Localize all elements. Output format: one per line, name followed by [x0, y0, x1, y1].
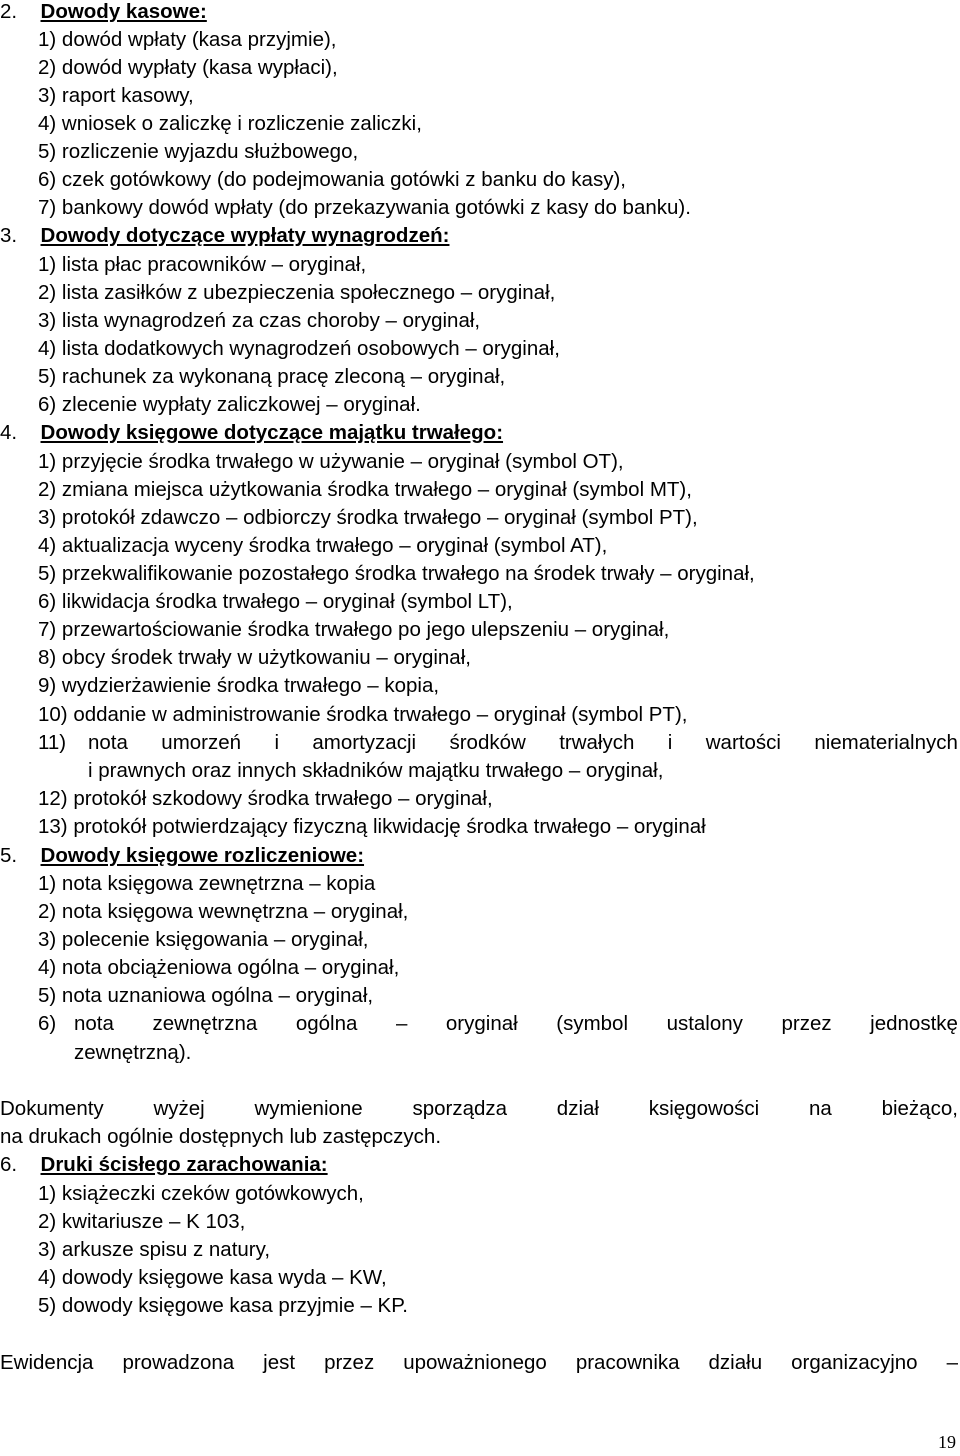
- list-item: 2) nota księgowa wewnętrzna – oryginał,: [38, 900, 409, 923]
- note-paragraph-line: [0, 1097, 958, 1121]
- list-item: 3) protokół zdawczo – odbiorczy środka trwałego – oryginał (symbol PT),: [38, 506, 698, 529]
- word: bieżąco,: [881, 1097, 958, 1120]
- word: i: [274, 731, 280, 754]
- list-item: 12) protokół szkodowy środka trwałego – oryginał,: [38, 787, 493, 810]
- word: dział: [556, 1097, 599, 1120]
- section-number: 6.: [0, 1153, 18, 1176]
- word: umorzeń: [161, 731, 242, 754]
- list-item-number: 11): [38, 731, 67, 754]
- section-title: Dowody księgowe dotyczące majątku trwałego:: [40, 421, 504, 444]
- list-item: 5) rachunek za wykonaną pracę zleconą – oryginał,: [38, 365, 506, 388]
- word: księgowości: [648, 1097, 760, 1120]
- word: organizacyjno: [791, 1351, 918, 1374]
- list-item: 9) wydzierżawienie środka trwałego – kopia,: [38, 674, 440, 697]
- list-item: 5) rozliczenie wyjazdu służbowego,: [38, 140, 359, 163]
- list-item: 13) protokół potwierdzający fizyczną likwidację środka trwałego – oryginał: [38, 815, 706, 838]
- word: wyżej: [153, 1097, 205, 1120]
- list-item: 4) dowody księgowe kasa wyda – KW,: [38, 1266, 387, 1289]
- section-title: Dowody kasowe:: [40, 0, 207, 23]
- word: wartości: [705, 731, 781, 754]
- list-item: 3) arkusze spisu z natury,: [38, 1238, 271, 1261]
- word: trwałych: [559, 731, 635, 754]
- list-item: 6) likwidacja środka trwałego – oryginał (symbol LT),: [38, 590, 513, 613]
- word: wymienione: [254, 1097, 363, 1120]
- word: przez: [324, 1351, 375, 1374]
- word: upoważnionego: [403, 1351, 547, 1374]
- word: –: [395, 1012, 408, 1035]
- word: pracownika: [575, 1351, 680, 1374]
- word: sporządza: [412, 1097, 508, 1120]
- word: zewnętrzna: [152, 1012, 258, 1035]
- list-item: 3) raport kasowy,: [38, 84, 194, 107]
- list-item-continuation: i prawnych oraz innych składników majątku trwałego – oryginał,: [88, 759, 664, 782]
- list-item: 5) przekwalifikowanie pozostałego środka trwałego na środek trwały – oryginał,: [38, 562, 755, 585]
- word: oryginał: [445, 1012, 518, 1035]
- word: jednostkę: [870, 1012, 958, 1035]
- word: jest: [263, 1351, 296, 1374]
- word: amortyzacji: [312, 731, 417, 754]
- word: niematerialnych: [814, 731, 958, 754]
- list-item: 2) kwitariusze – K 103,: [38, 1210, 246, 1233]
- word: prowadzona: [122, 1351, 235, 1374]
- list-item: 1) przyjęcie środka trwałego w używanie – oryginał (symbol OT),: [38, 450, 624, 473]
- list-item-justified: [74, 1012, 958, 1036]
- list-item: 2) lista zasiłków z ubezpieczenia społecznego – oryginał,: [38, 281, 556, 304]
- section-3-heading: [0, 224, 449, 248]
- word: (symbol: [556, 1012, 629, 1035]
- list-item: 7) bankowy dowód wpłaty (do przekazywania gotówki z kasy do banku).: [38, 196, 691, 219]
- word: działu: [708, 1351, 763, 1374]
- section-4-heading: [0, 421, 503, 445]
- final-paragraph-line: [0, 1351, 958, 1375]
- word: –: [946, 1351, 958, 1374]
- list-item-justified: [88, 731, 958, 755]
- list-item: 4) aktualizacja wyceny środka trwałego – oryginał (symbol AT),: [38, 534, 608, 557]
- list-item: 4) lista dodatkowych wynagrodzeń osobowych – oryginał,: [38, 337, 560, 360]
- list-item: 4) wniosek o zaliczkę i rozliczenie zaliczki,: [38, 112, 422, 135]
- word: środków: [449, 731, 526, 754]
- list-item: 6) czek gotówkowy (do podejmowania gotówki z banku do kasy),: [38, 168, 626, 191]
- section-number: 2.: [0, 0, 18, 23]
- section-title: Druki ścisłego zarachowania:: [40, 1153, 328, 1176]
- word: ogólna: [295, 1012, 358, 1035]
- list-item: 6) zlecenie wypłaty zaliczkowej – oryginał.: [38, 393, 421, 416]
- list-item: 1) nota księgowa zewnętrzna – kopia: [38, 872, 376, 895]
- list-item: 5) dowody księgowe kasa przyjmie – KP.: [38, 1294, 408, 1317]
- list-item: 2) dowód wypłaty (kasa wypłaci),: [38, 56, 338, 79]
- page-number: 19: [938, 1432, 956, 1452]
- list-item-number: 6): [38, 1012, 57, 1035]
- word: Ewidencja: [0, 1351, 94, 1374]
- list-item: 2) zmiana miejsca użytkowania środka trwałego – oryginał (symbol MT),: [38, 478, 692, 501]
- section-number: 4.: [0, 421, 18, 444]
- section-number: 5.: [0, 844, 18, 867]
- section-number: 3.: [0, 224, 18, 247]
- list-item: 1) lista płac pracowników – oryginał,: [38, 253, 367, 276]
- list-item: 4) nota obciążeniowa ogólna – oryginał,: [38, 956, 400, 979]
- section-2-heading: [0, 0, 207, 24]
- word: i: [667, 731, 673, 754]
- list-item: 7) przewartościowanie środka trwałego po jego ulepszeniu – oryginał,: [38, 618, 670, 641]
- section-title: Dowody księgowe rozliczeniowe:: [40, 844, 365, 867]
- word: przez: [781, 1012, 832, 1035]
- list-item: 10) oddanie w administrowanie środka trwałego – oryginał (symbol PT),: [38, 703, 688, 726]
- list-item: 1) książeczki czeków gotówkowych,: [38, 1182, 364, 1205]
- list-item: 8) obcy środek trwały w użytkowaniu – oryginał,: [38, 646, 471, 669]
- word: Dokumenty: [0, 1097, 104, 1120]
- note-paragraph-continuation: na drukach ogólnie dostępnych lub zastępczych.: [0, 1125, 442, 1148]
- list-item: 5) nota uznaniowa ogólna – oryginał,: [38, 984, 374, 1007]
- word: na: [809, 1097, 832, 1120]
- section-title: Dowody dotyczące wypłaty wynagrodzeń:: [40, 224, 450, 247]
- word: nota: [88, 731, 128, 754]
- word: nota: [74, 1012, 114, 1035]
- list-item-continuation: zewnętrzną).: [74, 1041, 192, 1064]
- word: ustalony: [666, 1012, 743, 1035]
- list-item: 1) dowód wpłaty (kasa przyjmie),: [38, 28, 337, 51]
- section-5-heading: [0, 844, 364, 868]
- section-6-heading: [0, 1153, 328, 1177]
- list-item: 3) polecenie księgowania – oryginał,: [38, 928, 369, 951]
- list-item: 3) lista wynagrodzeń za czas choroby – oryginał,: [38, 309, 481, 332]
